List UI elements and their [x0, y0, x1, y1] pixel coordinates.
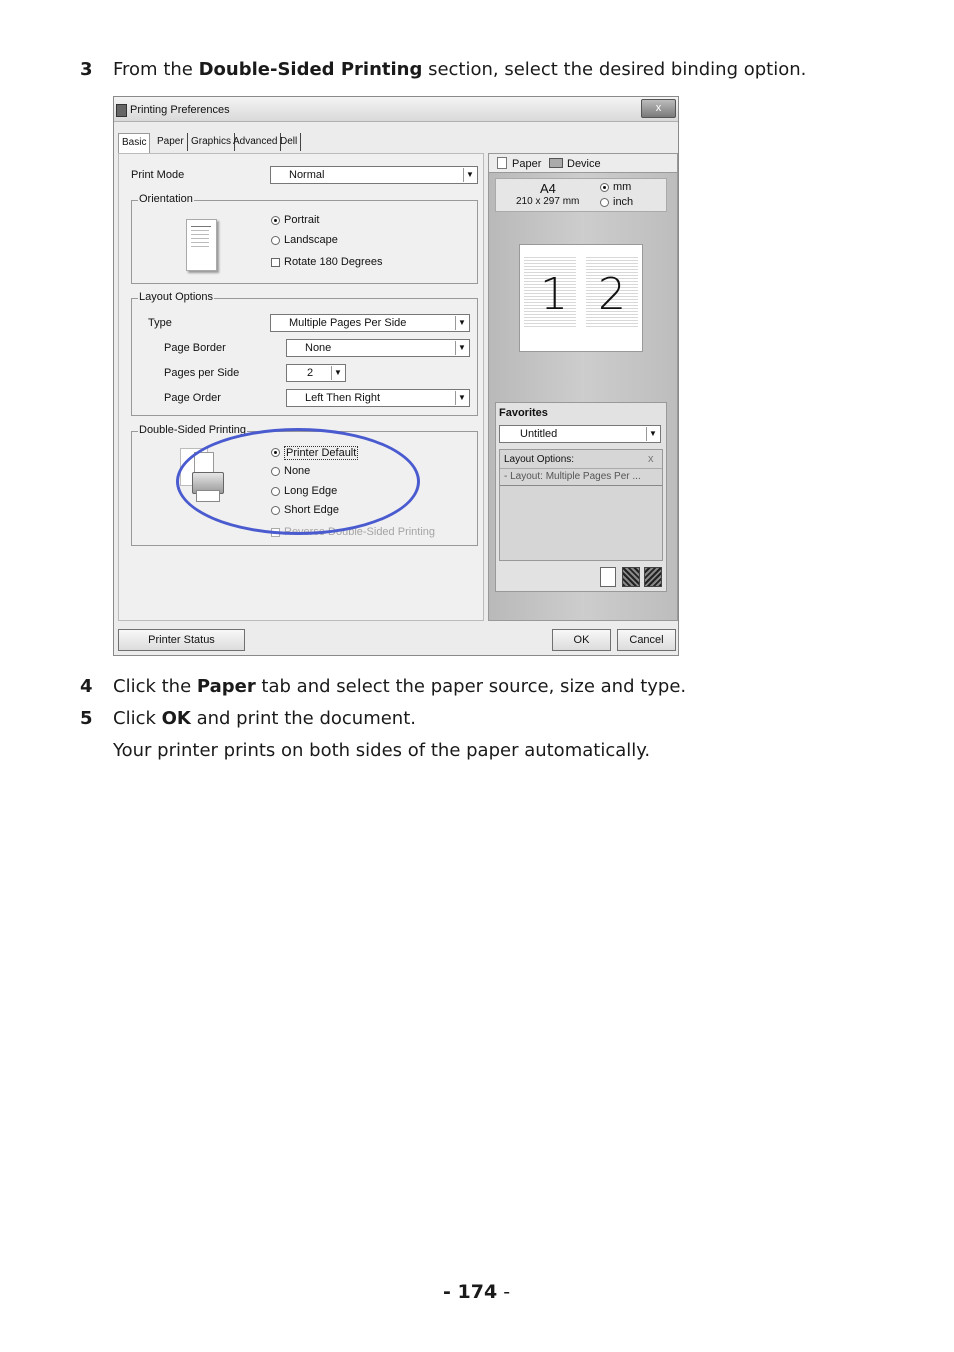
reverse-duplex-label: Reverse Double-Sided Printing [284, 526, 436, 538]
basic-tab-panel [118, 153, 484, 621]
step-text-pre: Click the [113, 676, 197, 697]
portrait-label: Portrait [284, 214, 320, 226]
double-sided-title: Double-Sided Printing [139, 424, 247, 436]
page-number [443, 1281, 510, 1303]
duplex-none-label: None [284, 465, 311, 477]
favorites-title: Favorites [499, 407, 548, 419]
chevron-down-icon: ▼ [646, 427, 659, 441]
page-border-value: None [305, 342, 332, 354]
right-tab-paper[interactable] [497, 157, 541, 170]
layout-options-title: Layout Options [139, 291, 213, 303]
layout-type-label: Type [148, 317, 172, 329]
watermark-pattern-icon[interactable] [622, 567, 640, 587]
long-edge-label: Long Edge [284, 485, 338, 497]
chevron-down-icon: ▼ [455, 316, 468, 330]
print-mode-value: Normal [289, 169, 325, 181]
step-text [113, 708, 416, 730]
dialog-titlebar [114, 97, 678, 122]
overlay-pattern-icon[interactable] [644, 567, 662, 587]
step-number: 4 [80, 676, 93, 697]
rotate-label: Rotate 180 Degrees [284, 256, 383, 268]
close-icon[interactable]: x [648, 453, 654, 465]
preview-page-2: 2 [598, 269, 626, 320]
view-page-icon[interactable] [600, 567, 616, 587]
paper-size-box [495, 178, 667, 212]
step-text-post: and print the document. [190, 708, 416, 729]
printer-status-button[interactable]: Printer Status [118, 629, 245, 651]
step-text-pre: From the [113, 59, 199, 80]
favorites-select[interactable] [499, 425, 661, 443]
chevron-down-icon: ▼ [455, 391, 468, 405]
page-order-value: Left Then Right [305, 392, 381, 404]
dialog-title: Printing Preferences [130, 104, 230, 116]
step-text-post: section, select the desired binding option. [422, 59, 807, 80]
chevron-down-icon: ▼ [455, 341, 468, 355]
preview-panel [488, 153, 678, 621]
unit-inch-radio[interactable] [600, 198, 609, 207]
chevron-down-icon: ▼ [463, 168, 476, 182]
ok-button[interactable]: OK [552, 629, 611, 651]
print-mode-label: Print Mode [131, 169, 185, 181]
tab-dell[interactable]: Dell [277, 133, 301, 151]
portrait-page-icon [186, 219, 217, 271]
orientation-title: Orientation [139, 193, 193, 205]
step-text-bold: Double-Sided Printing [198, 59, 423, 80]
print-mode-select[interactable] [270, 166, 478, 184]
landscape-radio[interactable] [271, 236, 280, 245]
step-number: 5 [80, 708, 93, 729]
printer-default-label: Printer Default [286, 447, 357, 459]
right-tab-device[interactable] [549, 158, 601, 170]
step-number: 3 [80, 59, 93, 80]
paper-size-dims: 210 x 297 mm [516, 196, 580, 207]
layout-options-group [131, 291, 478, 416]
page-icon [497, 157, 507, 169]
page-order-select[interactable] [286, 389, 470, 407]
highlight-ellipse [176, 428, 420, 535]
unit-inch-label: inch [613, 196, 634, 208]
layout-type-select[interactable] [270, 314, 470, 332]
page-preview [519, 244, 643, 352]
tab-paper[interactable]: Paper [154, 133, 188, 151]
favorites-details [499, 449, 663, 561]
step-text [113, 59, 806, 81]
step-5-note: Your printer prints on both sides of the paper automatically. [113, 740, 651, 761]
paper-size-name: A4 [540, 181, 556, 196]
unit-mm-label: mm [613, 181, 632, 193]
fav-detail-line2: - Layout: Multiple Pages Per ... [504, 471, 641, 482]
chevron-down-icon: ▼ [331, 366, 344, 380]
favorites-panel [495, 402, 667, 592]
page-number-value: 174 [457, 1281, 498, 1303]
right-tab-device-label: Device [567, 158, 601, 170]
rotate-checkbox[interactable] [271, 258, 280, 267]
step-text-bold: OK [161, 708, 191, 729]
tab-basic[interactable]: Basic [118, 133, 150, 154]
printer-icon [116, 104, 127, 117]
pages-per-side-select[interactable] [286, 364, 346, 382]
page-number-suffix: - [497, 1281, 511, 1303]
orientation-group [131, 193, 478, 284]
unit-mm-radio[interactable] [600, 183, 609, 192]
landscape-label: Landscape [284, 234, 338, 246]
layout-type-value: Multiple Pages Per Side [289, 317, 407, 329]
favorites-value: Untitled [520, 428, 558, 440]
step-text-pre: Click [113, 708, 162, 729]
pages-per-side-label: Pages per Side [164, 367, 240, 379]
page-order-label: Page Order [164, 392, 221, 404]
right-tab-paper-label: Paper [512, 158, 542, 170]
close-button[interactable]: x [641, 99, 676, 118]
page-border-label: Page Border [164, 342, 226, 354]
short-edge-label: Short Edge [284, 504, 340, 516]
portrait-radio[interactable] [271, 216, 280, 225]
step-text [113, 676, 686, 698]
pages-per-side-value: 2 [307, 367, 314, 379]
printer-icon [549, 158, 563, 168]
tab-advanced[interactable]: Advanced [230, 133, 281, 151]
step-text-bold: Paper [196, 676, 256, 697]
preview-page-1: 1 [540, 269, 568, 320]
page-border-select[interactable] [286, 339, 470, 357]
printing-preferences-dialog [113, 96, 679, 656]
cancel-button[interactable]: Cancel [617, 629, 676, 651]
step-text-post: tab and select the paper source, size and type. [255, 676, 687, 697]
page-number-prefix: - [443, 1281, 458, 1303]
fav-detail-line1: Layout Options: [504, 454, 575, 465]
tab-graphics[interactable]: Graphics [188, 133, 235, 151]
